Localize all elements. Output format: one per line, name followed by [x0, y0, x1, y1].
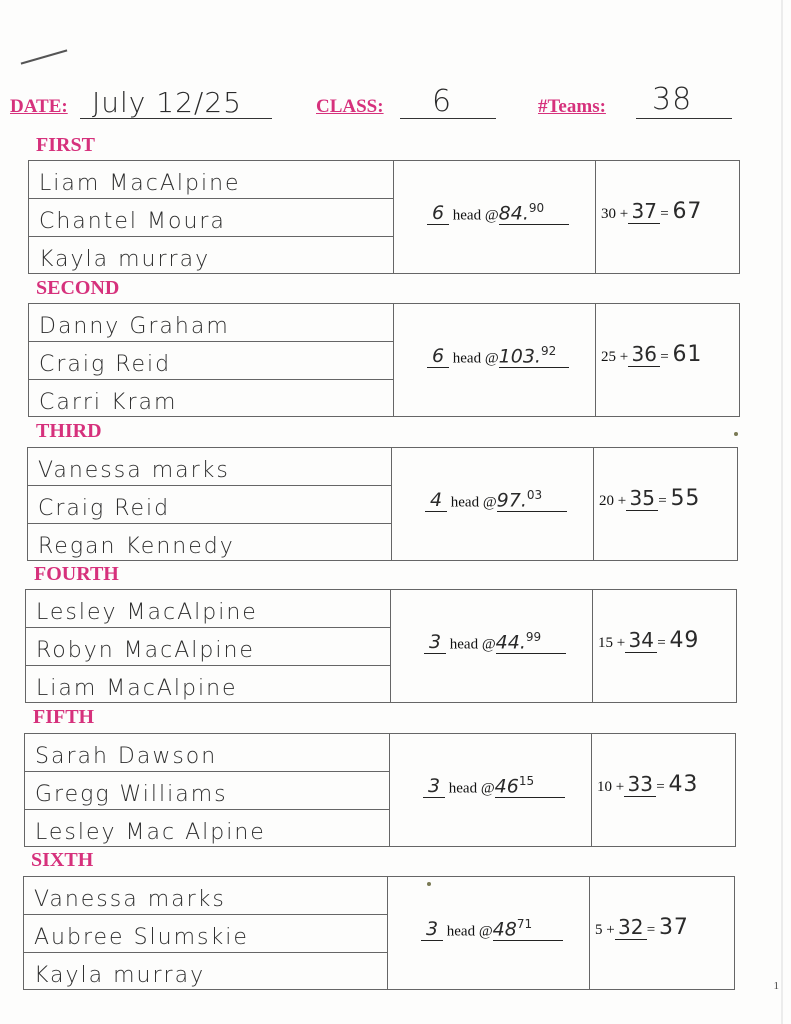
section-title: SIXTH	[31, 849, 94, 871]
price-cents: 92	[540, 344, 557, 358]
score-base: 25	[601, 349, 616, 365]
head-count: 3	[424, 631, 446, 654]
price-value	[499, 201, 569, 225]
head-label: head @	[449, 636, 496, 653]
head-count: 6	[427, 202, 449, 225]
section-box	[28, 160, 740, 274]
price-value	[499, 344, 569, 368]
score-total: 67	[672, 199, 703, 224]
score-total: 55	[670, 486, 701, 511]
section-title: THIRD	[36, 420, 102, 442]
score-plus: +	[619, 206, 629, 222]
price-value	[493, 917, 563, 941]
paper-dot	[734, 432, 738, 436]
teams-underline	[636, 118, 732, 119]
score-equals: =	[646, 922, 656, 938]
score-total: 49	[669, 628, 700, 653]
price-value	[496, 630, 566, 654]
stray-pen-mark	[21, 49, 68, 64]
score-added: 37	[628, 199, 660, 224]
date-value: July 12/25	[92, 86, 242, 119]
head-label: head @	[450, 494, 497, 511]
team-member-name: Craig Reid	[39, 352, 172, 377]
head-count: 3	[423, 775, 445, 798]
score-cell	[597, 772, 698, 797]
price-cents: 15	[518, 774, 535, 788]
price-cents: 90	[528, 201, 545, 215]
price-cents: 99	[525, 630, 542, 644]
team-member-name: Lesley Mac Alpine	[35, 820, 266, 845]
team-member-name: Robyn MacAlpine	[36, 638, 255, 663]
score-added: 34	[625, 628, 657, 653]
score-cell	[598, 628, 699, 653]
team-member-name: Vanessa marks	[34, 887, 226, 912]
column-divider	[591, 734, 592, 846]
name-row-divider	[24, 952, 387, 953]
head-count: 4	[425, 489, 447, 512]
head-price-cell	[423, 774, 565, 798]
column-divider	[387, 877, 388, 989]
column-divider	[589, 877, 590, 989]
score-total: 43	[668, 772, 699, 797]
score-equals: =	[656, 779, 665, 795]
section-box	[24, 733, 736, 847]
head-price-cell	[425, 488, 567, 512]
section-title: FIFTH	[33, 706, 95, 728]
price-main: 84.	[498, 202, 529, 225]
score-base: 20	[599, 493, 614, 509]
head-label: head @	[452, 350, 499, 367]
team-member-name: Carri Kram	[39, 390, 178, 415]
price-value	[495, 774, 565, 798]
price-value	[497, 488, 567, 512]
class-value: 6	[432, 84, 453, 119]
name-row-divider	[25, 771, 389, 772]
team-member-name: Gregg Williams	[35, 782, 228, 807]
head-count: 6	[427, 345, 449, 368]
section-box	[28, 303, 740, 417]
price-cents: 03	[526, 488, 543, 502]
column-divider	[389, 734, 390, 846]
column-divider	[390, 590, 391, 702]
section-box	[27, 447, 738, 561]
score-plus: +	[606, 922, 615, 938]
head-price-cell	[424, 630, 566, 654]
score-equals: =	[660, 206, 669, 222]
score-added: 35	[626, 486, 658, 511]
team-member-name: Chantel Moura	[39, 209, 226, 234]
score-equals: =	[657, 635, 666, 651]
head-label: head @	[448, 780, 495, 797]
score-base: 30	[601, 206, 616, 222]
score-added: 33	[624, 772, 656, 797]
column-divider	[595, 304, 596, 416]
price-main: 48	[492, 918, 517, 941]
price-main: 97.	[496, 489, 527, 512]
name-row-divider	[28, 485, 391, 486]
head-price-cell	[427, 344, 569, 368]
section-box	[23, 876, 735, 990]
score-total: 37	[658, 915, 689, 940]
head-label: head @	[446, 923, 493, 940]
score-added: 36	[628, 342, 660, 367]
score-equals: =	[658, 493, 667, 509]
head-price-cell	[421, 917, 563, 941]
team-member-name: Aubree Slumskie	[34, 925, 249, 950]
team-member-name: Sarah Dawson	[35, 744, 218, 769]
score-cell	[595, 915, 689, 940]
column-divider	[592, 590, 593, 702]
price-cents: 71	[516, 917, 533, 931]
column-divider	[391, 448, 392, 560]
name-row-divider	[24, 914, 387, 915]
head-label: head @	[452, 207, 499, 224]
score-cell	[601, 199, 702, 224]
team-member-name: Lesley MacAlpine	[36, 600, 258, 625]
team-member-name: Liam MacAlpine	[39, 171, 241, 196]
team-member-name: Liam MacAlpine	[36, 676, 238, 701]
section-title: SECOND	[36, 277, 120, 299]
score-total: 61	[672, 342, 703, 367]
price-main: 46	[494, 775, 519, 798]
team-member-name: Kayla murray	[34, 963, 206, 988]
column-divider	[595, 161, 596, 273]
name-row-divider	[29, 236, 393, 237]
class-label: CLASS:	[316, 96, 384, 117]
column-divider	[393, 304, 394, 416]
team-member-name: Vanessa marks	[38, 458, 230, 483]
score-plus: +	[615, 779, 625, 795]
score-cell	[601, 342, 702, 367]
score-plus: +	[617, 493, 627, 509]
name-row-divider	[25, 809, 389, 810]
column-divider	[393, 161, 394, 273]
score-base: 15	[598, 635, 613, 651]
team-member-name: Danny Graham	[39, 314, 230, 339]
date-label: DATE:	[10, 96, 68, 117]
team-member-name: Craig Reid	[38, 496, 171, 521]
page-number: 1	[773, 980, 779, 992]
score-plus: +	[619, 349, 629, 365]
name-row-divider	[28, 523, 391, 524]
teams-value: 38	[652, 82, 693, 117]
name-row-divider	[29, 379, 393, 380]
score-base: 5	[595, 922, 603, 938]
team-member-name: Regan Kennedy	[38, 534, 235, 559]
price-main: 103.	[498, 345, 541, 368]
head-price-cell	[427, 201, 569, 225]
name-row-divider	[29, 341, 393, 342]
score-equals: =	[660, 349, 669, 365]
page-edge-line	[781, 0, 783, 1024]
section-box	[25, 589, 737, 703]
name-row-divider	[26, 665, 390, 666]
score-added: 32	[615, 915, 647, 940]
column-divider	[593, 448, 594, 560]
score-plus: +	[616, 635, 626, 651]
score-base: 10	[597, 779, 612, 795]
team-member-name: Kayla murray	[39, 247, 211, 272]
name-row-divider	[29, 198, 393, 199]
score-cell	[599, 486, 700, 511]
section-title: FIRST	[36, 134, 95, 156]
name-row-divider	[26, 627, 390, 628]
price-main: 44.	[495, 631, 526, 654]
section-title: FOURTH	[34, 563, 119, 585]
head-count: 3	[421, 918, 443, 941]
teams-label: #Teams:	[538, 96, 606, 117]
